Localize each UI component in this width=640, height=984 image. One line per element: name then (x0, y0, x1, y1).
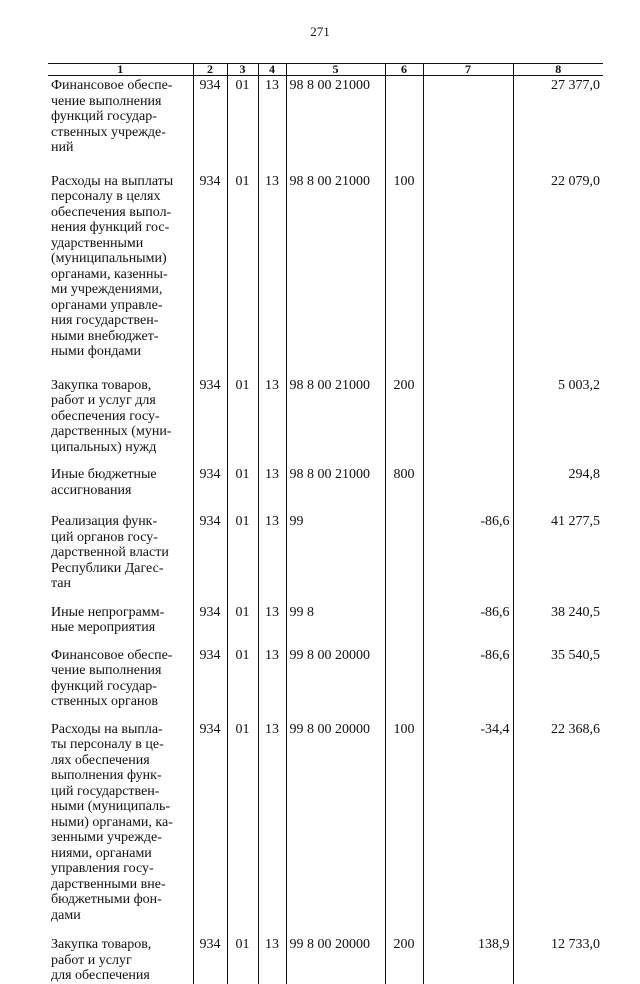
row-name: Финансовое обеспе- чение выполнения функций государ- ственных органов (51, 647, 173, 709)
table-row (48, 376, 603, 466)
budget-table (48, 63, 603, 984)
cell-col-7 (423, 172, 513, 376)
cell-col-6: 200 (385, 376, 423, 466)
cell-col-6 (385, 76, 423, 172)
cell-col-5: 98 8 00 21000 (286, 76, 385, 172)
cell-col-2: 934 (193, 512, 227, 603)
cell-col-3: 01 (227, 646, 258, 720)
cell-col-3: 01 (227, 935, 258, 984)
cell-col-4: 13 (258, 603, 286, 646)
cell-col-2: 934 (193, 720, 227, 936)
cell-col-7 (423, 465, 513, 512)
row-name: Закупка товаров, работ и услуг для обеспечения госу- дарственных (муни- ципальных) нужд (51, 377, 172, 455)
cell-col-3: 01 (227, 376, 258, 466)
column-header: 4 (258, 64, 286, 76)
table-row (48, 76, 603, 172)
cell-col-6: 200 (385, 935, 423, 984)
cell-col-3: 01 (227, 603, 258, 646)
row-name: Расходы на выплаты персоналу в целях обеспечения выпол- нения функций гос- ударственными (муниципальными) органами, казенны- ми учреждениями, органами управле- ния государствен- ными внебюджет- ными фондами (51, 173, 174, 359)
cell-col-6 (385, 603, 423, 646)
column-header: 6 (385, 64, 423, 76)
cell-col-6: 100 (385, 172, 423, 376)
cell-col-6: 800 (385, 465, 423, 512)
column-header: 3 (227, 64, 258, 76)
cell-col-2: 934 (193, 172, 227, 376)
cell-col-3: 01 (227, 172, 258, 376)
column-header: 8 (513, 64, 603, 76)
cell-col-7: -86,6 (423, 646, 513, 720)
table-row (48, 512, 603, 603)
cell-col-2: 934 (193, 935, 227, 984)
page-number: 271 (310, 24, 330, 39)
cell-col-2: 934 (193, 76, 227, 172)
table-row (48, 465, 603, 512)
cell-col-4: 13 (258, 76, 286, 172)
row-name: Финансовое обеспе- чение выполнения функций государ- ственных учрежде- ний (51, 78, 173, 155)
cell-col-6: 100 (385, 720, 423, 936)
cell-col-2: 934 (193, 646, 227, 720)
cell-col-4: 13 (258, 376, 286, 466)
cell-col-5: 98 8 00 21000 (286, 465, 385, 512)
cell-col-2: 934 (193, 376, 227, 466)
column-header: 1 (48, 64, 193, 76)
cell-col-7: -86,6 (423, 512, 513, 603)
row-name: Закупка товаров, работ и услуг для обеспечения (51, 937, 152, 983)
cell-col-5: 98 8 00 21000 (286, 172, 385, 376)
cell-col-4: 13 (258, 646, 286, 720)
cell-col-4: 13 (258, 512, 286, 603)
cell-col-7: 138,9 (423, 935, 513, 984)
table-row (48, 935, 603, 984)
cell-col-6 (385, 512, 423, 603)
cell-col-8: 22 079,0 (513, 172, 603, 376)
cell-col-3: 01 (227, 512, 258, 603)
cell-col-4: 13 (258, 465, 286, 512)
cell-col-8: 38 240,5 (513, 603, 603, 646)
cell-col-5: 99 8 (286, 603, 385, 646)
cell-col-8: 294,8 (513, 465, 603, 512)
table-row (48, 603, 603, 646)
cell-col-8: 12 733,0 (513, 935, 603, 984)
column-header: 2 (193, 64, 227, 76)
cell-col-8: 27 377,0 (513, 76, 603, 172)
cell-col-8: 35 540,5 (513, 646, 603, 720)
cell-col-5: 99 (286, 512, 385, 603)
cell-col-3: 01 (227, 76, 258, 172)
cell-col-7 (423, 376, 513, 466)
cell-col-8: 41 277,5 (513, 512, 603, 603)
cell-col-7: -34,4 (423, 720, 513, 936)
cell-col-5: 99 8 00 20000 (286, 935, 385, 984)
cell-col-7 (423, 76, 513, 172)
table-row (48, 720, 603, 936)
cell-col-4: 13 (258, 935, 286, 984)
row-name: Иные бюджетные ассигнования (51, 467, 157, 498)
cell-col-3: 01 (227, 465, 258, 512)
table-row (48, 172, 603, 376)
cell-col-8: 22 368,6 (513, 720, 603, 936)
cell-col-5: 99 8 00 20000 (286, 720, 385, 936)
cell-col-2: 934 (193, 603, 227, 646)
cell-col-3: 01 (227, 720, 258, 936)
column-header: 7 (423, 64, 513, 76)
cell-col-5: 99 8 00 20000 (286, 646, 385, 720)
cell-col-6 (385, 646, 423, 720)
row-name: Расходы на выпла- ты персоналу в це- лях обеспечения выполнения функ- ций государствен- ными (муниципаль- ными) органами, ка- зенными учрежде- ниями, органами управления госу- дарственными вне- бюджетными фон- дами (51, 721, 173, 923)
cell-col-7: -86,6 (423, 603, 513, 646)
row-name: Реализация функ- ций органов госу- дарственной власти Республики Дагес- тан (51, 514, 169, 591)
column-header: 5 (286, 64, 385, 76)
header-row (48, 64, 603, 76)
row-name: Иные непрограмм- ные мероприятия (51, 604, 165, 635)
cell-col-2: 934 (193, 465, 227, 512)
cell-col-5: 98 8 00 21000 (286, 376, 385, 466)
cell-col-4: 13 (258, 720, 286, 936)
table-row (48, 646, 603, 720)
cell-col-4: 13 (258, 172, 286, 376)
cell-col-8: 5 003,2 (513, 376, 603, 466)
